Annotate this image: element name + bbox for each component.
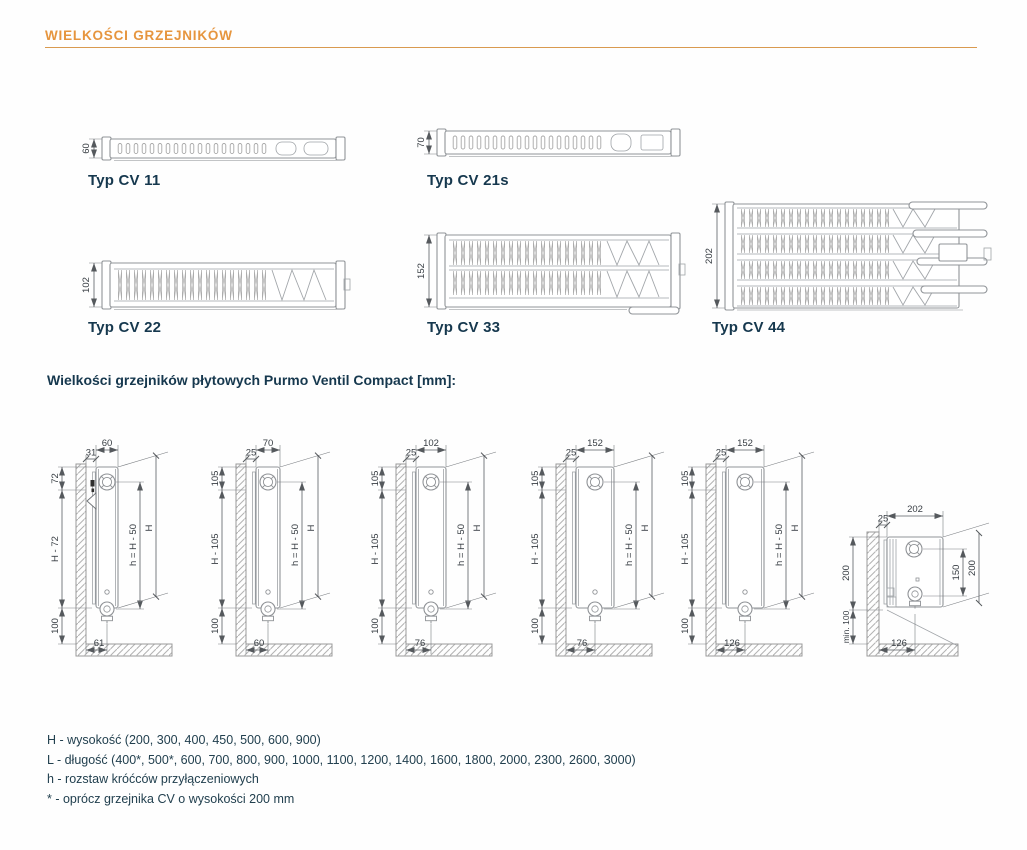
cv44-radiator-body [725,202,991,310]
outer-height-dim: 200 [967,560,978,576]
cv44-depth-label: 202 [704,248,715,264]
cv21s-depth-label: 70 [416,137,427,148]
wall-and-floor [76,464,172,656]
cv11-depth-label: 60 [81,143,92,154]
cv22-side-view-diagram [372,428,522,670]
height-dim: H [144,524,155,532]
depth-dim: 152 [737,438,753,449]
header-rule [45,47,977,48]
legend [47,731,636,809]
depth-dim: 70 [262,438,274,449]
radiator-body [87,467,118,624]
height-dim: H [306,524,317,532]
pipe-axis-dim: h = H - 50 [456,524,467,566]
cv44-top-view-diagram [703,196,993,318]
legend-line-length: L - długość (400*, 500*, 600, 700, 800, 900, 1000, 1100, 1200, 1400, 1600, 1800, 2000, 2300, 2600, 3000) [47,752,636,767]
left-height-dim: 200 [841,565,852,581]
mid-height-dim: H - 105 [680,533,691,565]
top-margin-dim: 105 [530,470,541,487]
cv33-side-view-diagram [532,428,682,670]
mid-height-dim: H - 105 [210,533,221,565]
radiator-body [573,467,615,624]
cv44-type-label: Typ CV 44 [712,319,786,336]
cv21s-type-label: Typ CV 21s [427,172,509,189]
cv22-top-view-diagram [80,256,350,318]
cv22-radiator-body [102,261,350,310]
cv22-depth-dimension [81,263,102,307]
mid-height-dim: H - 72 [50,536,61,562]
height-dim: H [472,524,483,532]
radiator-body [884,537,958,646]
cv21s-side-view-diagram [212,428,362,670]
floor-clearance-dim: 100 [50,618,61,634]
depth-dim: 152 [587,438,603,449]
page-title: WIELKOŚCI GRZEJNIKÓW [45,28,233,43]
floor-clearance-dim: 100 [680,618,691,634]
height-dim: H [790,524,801,532]
top-margin-dim: 105 [680,470,691,487]
min-clearance-dim: min. 100 [841,610,851,644]
pipe-offset-dim: 76 [414,638,426,649]
pipe-offset-dim: 76 [576,638,588,649]
radiator-body [253,467,281,624]
legend-line-height: H - wysokość (200, 300, 400, 450, 500, 600, 900) [47,733,321,747]
cv22-type-label: Typ CV 22 [88,319,162,336]
cv33-radiator-body [437,233,685,314]
height-dim: H [640,524,651,532]
cv21s-depth-dimension [416,131,437,154]
radiator-body [723,467,765,624]
pipe-offset-dim: 61 [93,638,105,649]
cv21s-radiator-body [437,129,680,157]
mid-height-dim: H - 105 [530,533,541,565]
wall-gap-dim: 25 [245,447,257,459]
depth-dim: 202 [907,504,923,515]
pipe-offset-dim: 60 [253,638,265,649]
floor-clearance-dim: 100 [530,618,541,634]
pipe-axis-dim: h = H - 50 [290,524,301,566]
depth-dim: 102 [423,438,439,449]
cv44-depth-dimension [704,204,725,308]
pipe-offset-dim: 126 [724,638,740,649]
cv33-top-view-diagram [415,228,685,320]
legend-line-connections: h - rozstaw króćców przyłączeniowych [47,772,259,786]
cv21s-top-view-diagram [415,124,685,166]
pipe-axis-dim: h = H - 50 [128,524,139,566]
pipe-axis-dim: h = H - 50 [774,524,785,566]
cv11-top-view-diagram [80,130,350,170]
top-margin-dim: 72 [50,473,61,484]
pipe-axis-dim: h = H - 50 [624,524,635,566]
wall-gap-dim: 25 [405,447,417,459]
cv11-radiator-body [102,137,345,161]
floor-clearance-dim: 100 [210,618,221,634]
cv11-type-label: Typ CV 11 [88,172,161,189]
wall-gap-dim: 25 [715,447,727,459]
pipe-offset-dim: 126 [891,638,907,649]
mid-height-dim: H - 105 [370,533,381,565]
floor-clearance-dim: 100 [370,618,381,634]
cv33-center-side-view-diagram [682,428,832,670]
cv22-depth-label: 102 [81,277,92,293]
wall-gap-dim: 25 [877,513,889,525]
wall-gap-dim: 31 [85,447,97,459]
top-margin-dim: 105 [210,470,221,487]
legend-line-footnote: * - oprócz grzejnika CV o wysokości 200 mm [47,791,295,806]
cv44-corner-view-diagram [843,428,1025,670]
wall-gap-dim: 25 [565,447,577,459]
top-margin-dim: 105 [370,470,381,487]
cv11-depth-dimension [81,139,102,158]
radiator-body [413,467,447,624]
depth-dim: 60 [101,438,113,449]
cv11-side-view-diagram [52,428,202,670]
cv33-depth-dimension [416,235,437,307]
cv33-depth-label: 152 [416,263,427,279]
cv33-type-label: Typ CV 33 [427,319,501,336]
section-title: Wielkości grzejników płytowych Purmo Ventil Compact [mm]: [47,372,457,388]
pipe-spacing-dim: 150 [951,564,962,581]
